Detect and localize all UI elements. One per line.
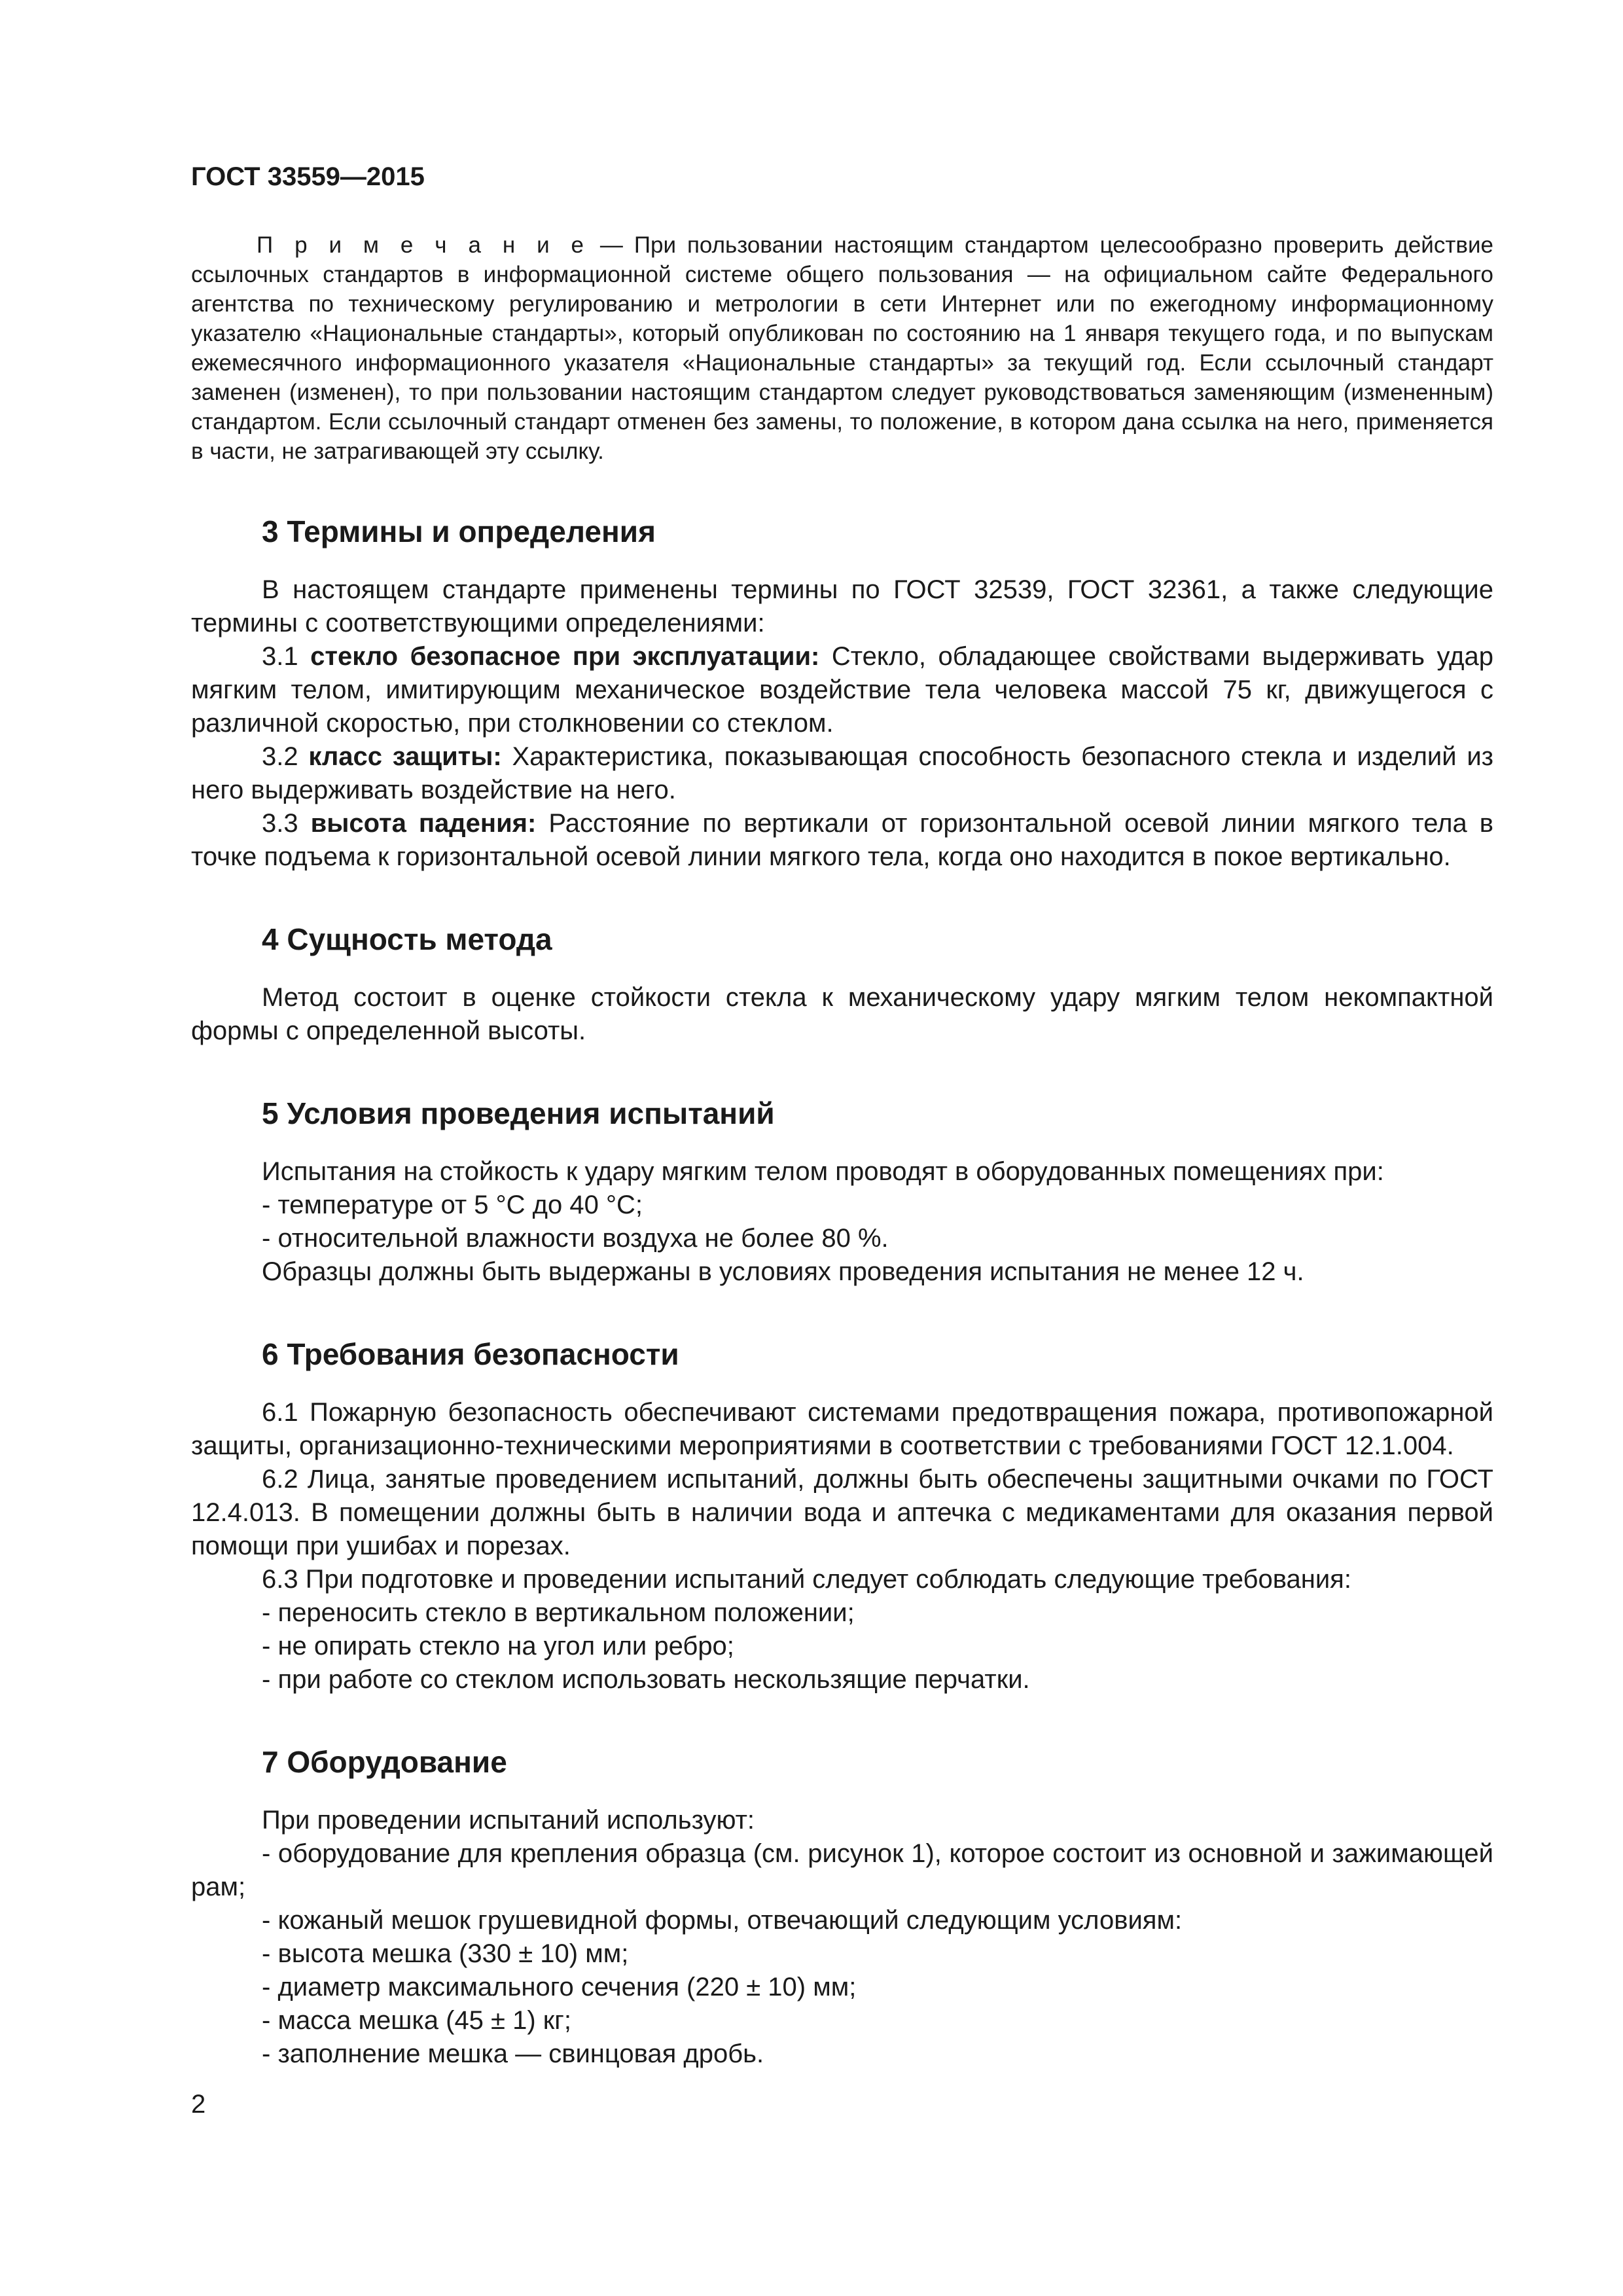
section-3-intro: В настоящем стандарте применены термины по ГОСТ 32539, ГОСТ 32361, а также следующие термины с соответствующими определениями: [191,575,1493,637]
note-label: П р и м е ч а н и е [257,232,590,258]
list-item: - заполнение мешка — свинцовая дробь. [191,2037,1493,2071]
dash: - [262,1839,278,1868]
list-item: - при работе со стеклом использовать нескользящие перчатки. [191,1663,1493,1696]
section-4-heading: 4 Сущность метода [262,922,552,956]
note-paragraph [191,230,1493,466]
page-number: 2 [191,2090,206,2119]
term-name: высота падения: [310,809,537,838]
list-item: - температуре от 5 °С до 40 °С; [191,1189,1493,1222]
list-item: - переносить стекло в вертикальном положении; [191,1596,1493,1630]
page-content [191,230,1493,2071]
term-definition: Расстояние по вертикали от горизонтальной осевой линии мягкого тела в точке подъема к горизонтальной осевой линии мягкого тела, когда оно находится в покое вертикально. [191,809,1493,871]
list-item: - относительной влажности воздуха не более 80 %. [191,1222,1493,1255]
section-5-outro: Образцы должны быть выдержаны в условиях проведения испытания не менее 12 ч. [262,1257,1304,1286]
list-item: - масса мешка (45 ± 1) кг; [191,2004,1493,2037]
term-name: стекло безопасное при эксплуатации: [310,642,820,671]
clause-6-2: 6.2 Лица, занятые проведением испытаний, должны быть обеспечены защитными очками по ГОСТ 12.4.013. В помещении должны быть в наличии вода и аптечка с медикаментами для оказания первой помощи при ушибах и порезах. [191,1465,1493,1560]
term-3-1 [191,640,1493,740]
clause-6-3: 6.3 При подготовке и проведении испытаний следует соблюдать следующие требования: [262,1565,1351,1594]
section-4-text: Метод состоит в оценке стойкости стекла к механическому удару мягким телом некомпактной формы с определенной высоты. [191,983,1493,1045]
term-number: 3.1 [262,642,311,671]
list-item-text: оборудование для крепления образца (см. рисунок 1), которое состоит из основной и зажимающей рам; [191,1839,1493,1901]
list-item: - кожаный мешок грушевидной формы, отвечающий следующим условиям: [191,1904,1493,1937]
section-7-heading: 7 Оборудование [262,1745,507,1779]
term-3-3 [191,807,1493,874]
section-5-heading: 5 Условия проведения испытаний [262,1096,775,1130]
list-item: - диаметр максимального сечения (220 ± 10) мм; [191,1971,1493,2004]
list-item: - не опирать стекло на угол или ребро; [191,1630,1493,1663]
term-number: 3.2 [262,742,309,771]
list-item [191,1837,1493,1904]
clause-6-1: 6.1 Пожарную безопасность обеспечивают системами предотвращения пожара, противопожарной защиты, организационно-техническими мероприятиями в соответствии с требованиями ГОСТ 12.1.004. [191,1398,1493,1460]
document-code: ГОСТ 33559—2015 [191,162,425,191]
section-6-heading: 6 Требования безопасности [262,1337,679,1371]
list-item: - высота мешка (330 ± 10) мм; [191,1937,1493,1971]
section-7-intro: При проведении испытаний используют: [262,1806,755,1835]
term-3-2 [191,740,1493,807]
term-name: класс защиты: [308,742,502,771]
term-definition: Характеристика, показывающая способность безопасного стекла и изделий из него выдерживать воздействие на него. [191,742,1494,804]
note-text: — При пользовании настоящим стандартом целесообразно проверить действие ссылочных стандартов в информационной системе общего пользования — на официальном сайте Федерального агентства по техническому регулированию и метрологии в сети Интернет или по ежегодному информационному указателю «Национальные стандарты», который опубликован по состоянию на 1 января текущего года, и по выпускам ежемесячного информационного указателя «Национальные стандарты» за текущий год. Если ссылочный стандарт заменен (изменен), то при пользовании настоящим стандартом следует руководствоваться заменяющим (измененным) стандартом. Если ссылочный стандарт отменен без замены, то положение, в котором дана ссылка на него, применяется в части, не затрагивающей эту ссылку. [191,232,1493,464]
term-definition: Стекло, обладающее свойствами выдерживать удар мягким телом, имитирующим механическое воздействие тела человека массой 75 кг, движущегося с различной скоростью, при столкновении со стеклом. [191,642,1493,738]
section-5-intro: Испытания на стойкость к удару мягким телом проводят в оборудованных помещениях при: [262,1157,1384,1186]
term-number: 3.3 [262,809,311,838]
section-3-heading: 3 Термины и определения [262,514,656,548]
